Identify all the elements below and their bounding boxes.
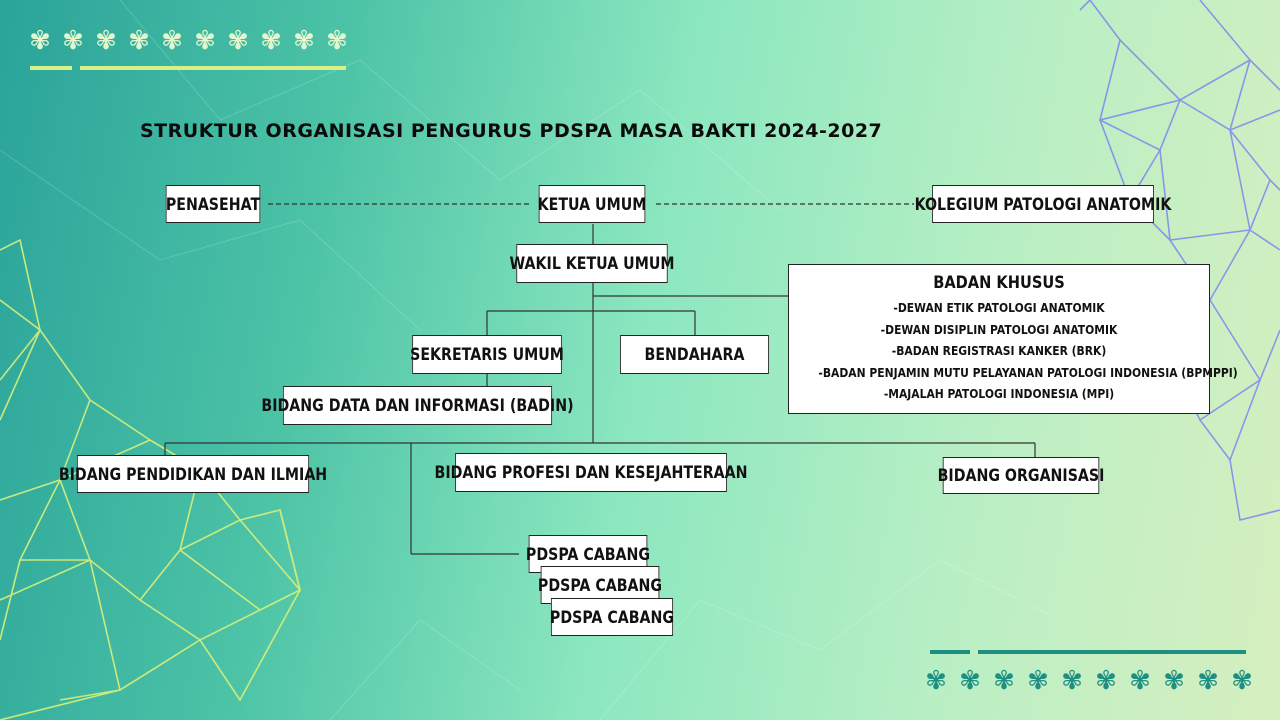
node-label: PDSPA CABANG xyxy=(537,575,663,595)
node-penasehat xyxy=(166,185,261,223)
node-label: BIDANG DATA DAN INFORMASI (BADIN) xyxy=(261,396,574,415)
node-label: PENASEHAT xyxy=(165,194,261,214)
node-label: WAKIL KETUA UMUM xyxy=(509,254,675,273)
node-badan-khusus xyxy=(788,264,1238,414)
flower-icon: ✾ xyxy=(194,25,216,55)
flower-icon: ✾ xyxy=(161,25,183,55)
badan-khusus-title: BADAN KHUSUS xyxy=(933,273,1065,293)
node-bidang-pendidikan xyxy=(58,455,328,493)
flower-icon: ✾ xyxy=(260,25,282,55)
node-label: BIDANG PROFESI DAN KESEJAHTERAAN xyxy=(434,463,748,482)
node-bidang-organisasi xyxy=(937,457,1105,494)
flower-icon: ✾ xyxy=(1197,665,1219,695)
flower-icon: ✾ xyxy=(95,25,117,55)
node-bidang-profesi xyxy=(434,453,748,492)
flower-icon: ✾ xyxy=(1231,665,1253,695)
node-label: BIDANG ORGANISASI xyxy=(937,466,1105,485)
node-label: KOLEGIUM PATOLOGI ANATOMIK xyxy=(914,194,1172,214)
node-ketua-umum xyxy=(539,185,646,223)
flower-icon: ✾ xyxy=(1095,665,1117,695)
flower-icon: ✾ xyxy=(227,25,249,55)
page-title: STRUKTUR ORGANISASI PENGURUS PDSPA MASA BAKTI 2024-2027 xyxy=(140,120,883,142)
flower-icon: ✾ xyxy=(293,25,315,55)
node-label: BENDAHARA xyxy=(644,345,745,364)
badan-khusus-item: -BADAN REGISTRASI KANKER (BRK) xyxy=(891,343,1107,358)
badan-khusus-item: -DEWAN ETIK PATOLOGI ANATOMIK xyxy=(893,300,1105,315)
node-bendahara xyxy=(620,335,769,374)
badan-khusus-item: -MAJALAH PATOLOGI INDONESIA (MPI) xyxy=(883,386,1115,401)
flower-icon: ✾ xyxy=(1129,665,1151,695)
flower-icon: ✾ xyxy=(29,25,51,55)
flower-icon: ✾ xyxy=(1027,665,1049,695)
flower-icon: ✾ xyxy=(925,665,947,695)
badan-khusus-item: -DEWAN DISIPLIN PATOLOGI ANATOMIK xyxy=(880,321,1118,337)
node-bidang-data xyxy=(261,386,574,425)
node-pdspa-cabang xyxy=(551,598,673,636)
node-wakil-ketua-umum xyxy=(509,244,675,283)
node-kolegium xyxy=(914,185,1172,223)
flower-icon: ✾ xyxy=(1163,665,1185,695)
flower-icon: ✾ xyxy=(959,665,981,695)
flower-icon: ✾ xyxy=(993,665,1015,695)
node-label: PDSPA CABANG xyxy=(525,544,651,564)
node-label: PDSPA CABANG xyxy=(549,607,675,627)
flower-icon: ✾ xyxy=(326,25,348,55)
node-sekretaris-umum xyxy=(412,335,562,374)
node-label: SEKRETARIS UMUM xyxy=(410,345,564,364)
badan-khusus-list xyxy=(789,297,1238,405)
badan-khusus-item: -BADAN PENJAMIN MUTU PELAYANAN PATOLOGI INDONESIA (BPMPPI) xyxy=(818,364,1238,380)
node-label: BIDANG PENDIDIKAN DAN ILMIAH xyxy=(58,464,328,484)
flower-icon: ✾ xyxy=(128,25,150,55)
flower-icon: ✾ xyxy=(62,25,84,55)
node-label: KETUA UMUM xyxy=(537,194,647,214)
flower-icon: ✾ xyxy=(1061,665,1083,695)
